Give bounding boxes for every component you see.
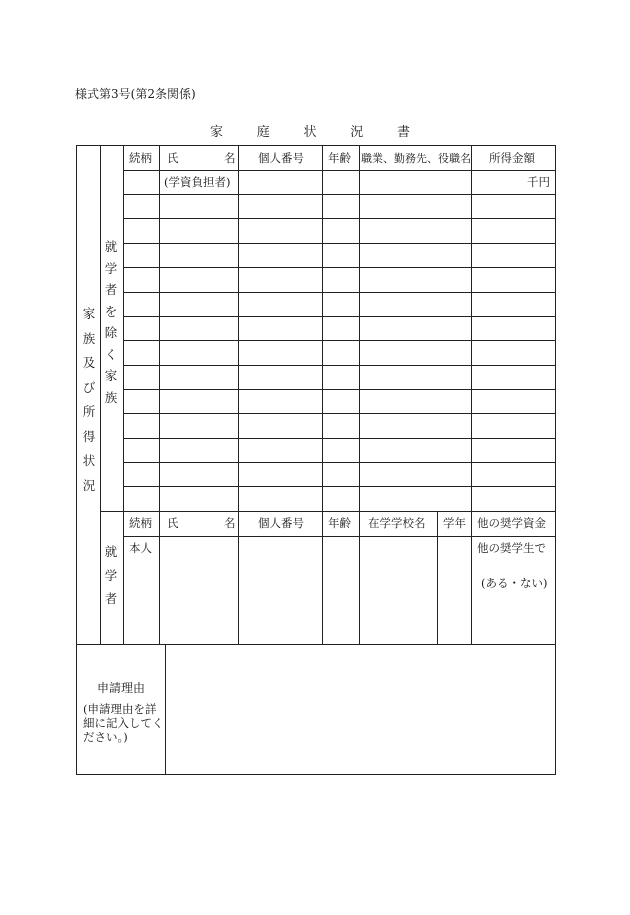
header-relation: 続柄	[129, 151, 152, 165]
student-header-name-right: 名	[224, 516, 236, 530]
income-unit: 千円	[527, 175, 550, 189]
row-divider	[123, 340, 556, 341]
document-title	[210, 121, 410, 140]
header-name-left: 氏	[167, 151, 179, 165]
student-header-name-left: 氏	[167, 516, 179, 530]
title-char: 書	[396, 125, 410, 140]
row-divider	[123, 243, 556, 244]
row-divider	[123, 316, 556, 317]
reason-title: 申請理由	[96, 681, 145, 695]
title-char: 庭	[256, 125, 270, 140]
col-divider	[238, 146, 239, 644]
student-relation-self: 本人	[129, 541, 152, 555]
reason-input-area[interactable]	[166, 645, 555, 774]
student-header-other-scholarship: 他の奨学資金	[477, 516, 546, 530]
header-personal-number: 個人番号	[258, 151, 304, 165]
row-divider	[123, 170, 556, 171]
row-divider	[123, 438, 556, 439]
section-divider	[100, 511, 556, 512]
student-header-age: 年齢	[328, 516, 351, 530]
header-age: 年齢	[328, 151, 351, 165]
title-char: 状	[303, 125, 317, 140]
col-divider	[322, 146, 323, 644]
title-char: 況	[350, 125, 364, 140]
family-excluding-student-label: 就 学 者 を 除 く 家 族	[104, 239, 118, 405]
row-divider	[123, 194, 556, 195]
row-divider	[123, 292, 556, 293]
row-divider	[123, 486, 556, 487]
header-income: 所得金額	[489, 151, 535, 165]
header-occupation: 職業、勤務先、役職名	[361, 152, 471, 165]
other-scholarship-line1: 他の奨学生で	[477, 541, 546, 555]
other-scholarship-line2: (ある・ない)	[481, 576, 548, 590]
student-header-grade: 学年	[443, 516, 466, 530]
col-divider	[437, 511, 438, 644]
row-divider	[123, 536, 556, 537]
title-char: 家	[210, 125, 224, 140]
row-divider	[123, 389, 556, 390]
student-header-school: 在学学校名	[368, 516, 426, 530]
reason-note: (申請理由を詳細に記入してください。)	[83, 702, 164, 744]
col-divider	[123, 146, 124, 644]
guarantor-note: (学資負担者)	[164, 175, 231, 189]
student-header-relation: 続柄	[129, 516, 152, 530]
row-divider	[123, 365, 556, 366]
row-divider	[123, 218, 556, 219]
row-divider	[123, 413, 556, 414]
student-label: 就 学 者	[104, 544, 118, 606]
row-divider	[123, 267, 556, 268]
form-number: 様式第3号(第2条関係)	[75, 87, 196, 101]
col-divider	[159, 146, 160, 644]
col-divider	[100, 146, 101, 644]
col-divider	[359, 146, 360, 644]
household-form-table	[76, 145, 556, 775]
family-income-label: 家 族 及 び 所 得 状 況	[82, 306, 96, 493]
col-divider	[471, 146, 472, 644]
row-divider	[123, 462, 556, 463]
student-header-personal-number: 個人番号	[258, 516, 304, 530]
header-name-right: 名	[224, 151, 236, 165]
